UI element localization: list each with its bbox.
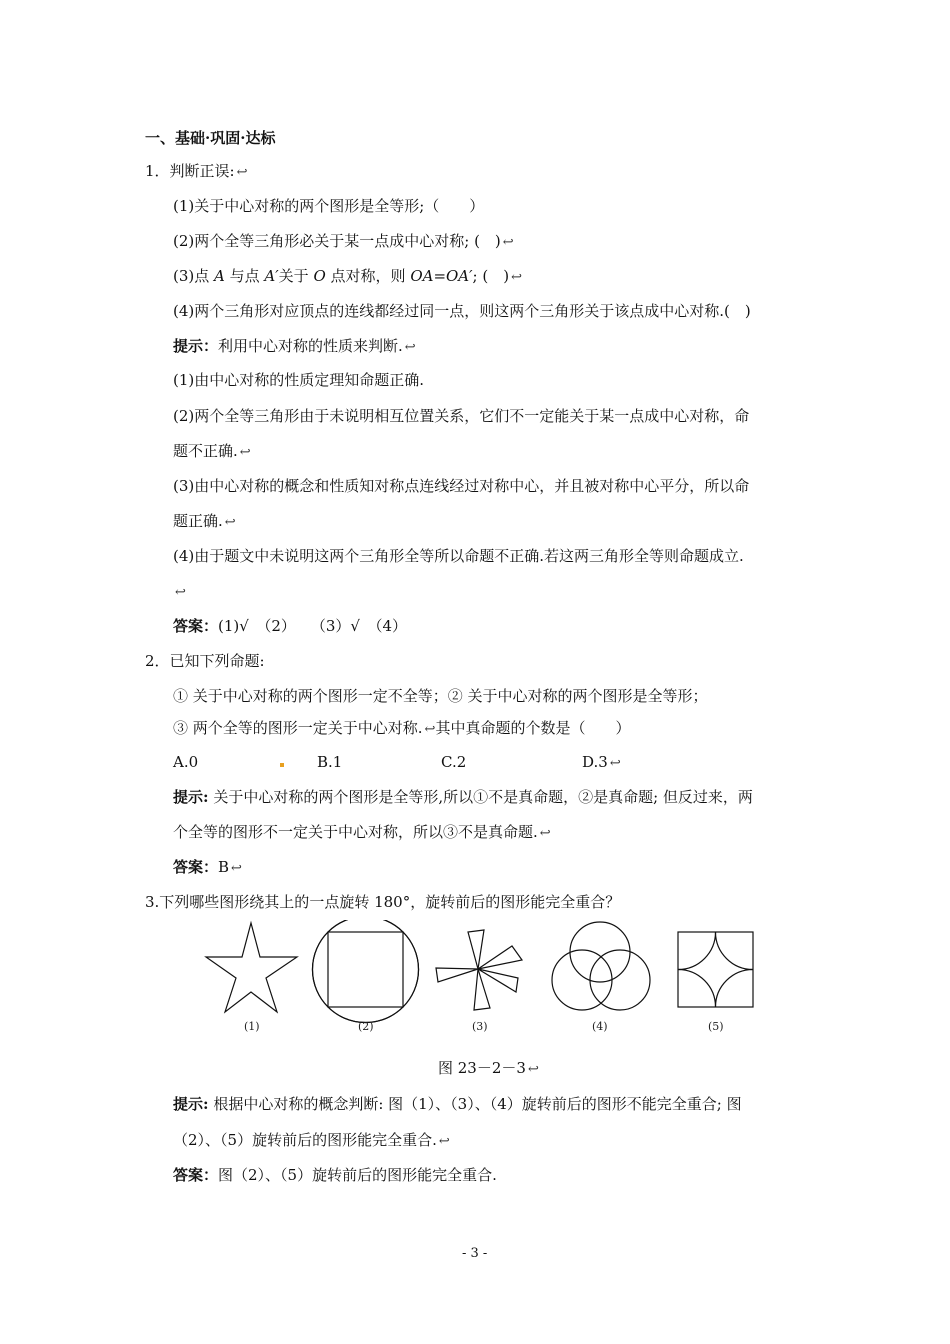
return-mark-icon: ↩ <box>239 445 251 460</box>
star-figure <box>206 923 297 1012</box>
return-mark-icon: ↩ <box>539 826 551 841</box>
accent-dot <box>280 763 284 767</box>
q2-option-b: B.1 <box>317 753 343 771</box>
three-circles-figure <box>552 922 650 1010</box>
return-mark-icon: ↩ <box>438 1134 450 1149</box>
q1-explain-3a: (3)由中心对称的概念和性质知对称点连线经过对称中心，并且被对称中心平分，所以命 <box>173 477 750 495</box>
triangle-fan-figure <box>436 930 522 1010</box>
return-mark-icon: ↩ <box>609 756 621 771</box>
return-mark-icon: ↩ <box>231 861 242 876</box>
return-mark-icon: ↩ <box>424 722 436 737</box>
q1-answer: 答案：(1)√ （2） （3）√ （4） <box>173 617 408 635</box>
figure-label-1: (1) <box>244 1020 260 1033</box>
q1-item-2: (2)两个全等三角形必关于某一点成中心对称; ( ) ↩ <box>173 232 514 250</box>
q3-answer: 答案：图（2）、（5）旋转前后的图形能完全重合. <box>173 1166 497 1184</box>
q1-explain-2a: (2)两个全等三角形由于未说明相互位置关系，它们不一定能关于某一点成中心对称，命 <box>173 407 750 425</box>
q2-line-1: ① 关于中心对称的两个图形一定不全等；② 关于中心对称的两个图形是全等形； <box>173 687 708 705</box>
q1-item-4: (4)两个三角形对应顶点的连线都经过同一点，则这两个三角形关于该点成中心对称.( ) <box>173 302 751 320</box>
q1-explain-3b: 题正确. ↩ <box>173 512 236 530</box>
q2-option-d: D.3 ↩ <box>582 753 621 771</box>
page-number: - 3 - <box>462 1246 488 1261</box>
q1-explain-1: (1)由中心对称的性质定理知命题正确. <box>173 371 425 389</box>
q2-answer: 答案：B ↩ <box>173 858 242 876</box>
q2-stem: 2．已知下列命题: <box>145 652 265 670</box>
q2-option-c: C.2 <box>441 753 467 771</box>
q2-hint-b: 个全等的图形不一定关于中心对称，所以③不是真命题. ↩ <box>173 823 551 841</box>
q2-line-2: ③ 两个全等的图形一定关于中心对称. ↩其中真命题的个数是（ ） <box>173 719 631 737</box>
q2-option-a: A.0 <box>173 753 199 771</box>
q1-explain-4-mark <box>173 581 186 603</box>
section-heading: 一、基础·巩固·达标 <box>145 129 276 147</box>
square-petal-figure <box>312 920 418 1023</box>
q3-hint-a: 提示: 根据中心对称的概念判断: 图（1）、（3）、（4）旋转前后的图形不能完全重合; 图 <box>173 1095 742 1113</box>
return-mark-icon: ↩ <box>511 270 522 285</box>
figure-label-3: (3) <box>472 1020 488 1033</box>
return-mark-icon: ↩ <box>224 515 236 530</box>
q1-stem-text: 判断正误: <box>169 162 235 180</box>
q1-item-3: (3)点 A 与点 A′关于 O 点对称，则 OA=OA′; ( ) ↩ <box>173 267 522 285</box>
q2-hint-a: 提示: 关于中心对称的两个图形是全等形,所以①不是真命题，②是真命题; 但反过来，两 <box>173 788 753 806</box>
return-mark-icon: ↩ <box>502 235 514 250</box>
figure-group <box>200 920 780 1040</box>
figure-label-2: (2) <box>358 1020 374 1033</box>
q1-stem <box>145 161 248 183</box>
q1-item-1: (1)关于中心对称的两个图形是全等形;（ ） <box>173 197 485 215</box>
q1-explain-2b: 题不正确. ↩ <box>173 442 251 460</box>
q1-number: 1． <box>145 162 170 180</box>
return-mark-icon: ↩ <box>175 585 186 600</box>
return-mark-icon: ↩ <box>236 165 248 180</box>
figure-label-5: (5) <box>708 1020 724 1033</box>
figure-caption: 图 23－2－3 ↩ <box>438 1059 539 1077</box>
q3-hint-b: （2）、（5）旋转前后的图形能完全重合. ↩ <box>173 1131 450 1149</box>
q3-stem: 3.下列哪些图形绕其上的一点旋转 180°，旋转前后的图形能完全重合？ <box>145 893 621 911</box>
return-mark-icon: ↩ <box>404 340 416 355</box>
q1-explain-4: (4)由于题文中未说明这两个三角形全等所以命题不正确.若这两三角形全等则命题成立. <box>173 547 744 565</box>
return-mark-icon: ↩ <box>527 1062 539 1077</box>
square-arcs-figure <box>678 932 753 1007</box>
figure-label-4: (4) <box>592 1020 608 1033</box>
q1-hint: 提示：利用中心对称的性质来判断. ↩ <box>173 337 416 355</box>
